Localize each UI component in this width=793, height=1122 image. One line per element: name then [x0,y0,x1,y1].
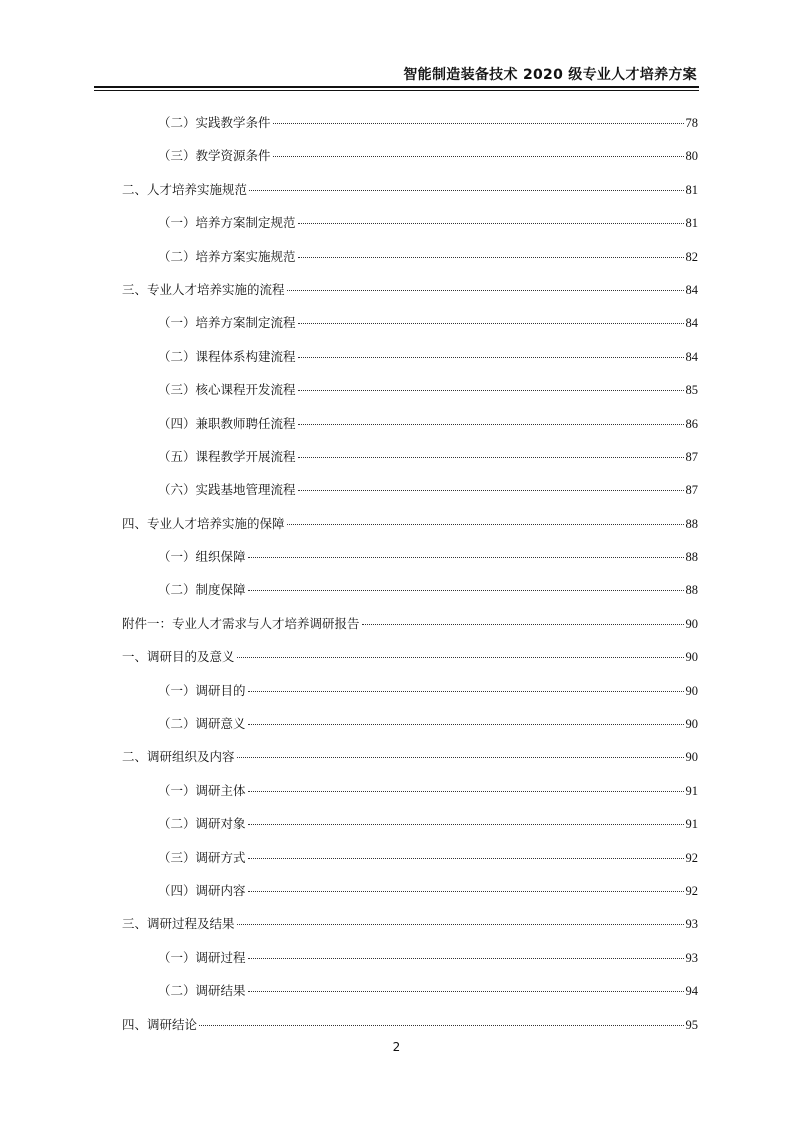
toc-entry[interactable] [122,414,698,447]
toc-entry-title: （五）课程教学开展流程 [158,448,296,464]
toc-entry-page: 90 [685,683,698,698]
toc-entry[interactable] [122,914,698,947]
toc-entry-page: 78 [685,116,698,130]
toc-dot-leader [298,256,684,258]
toc-entry[interactable] [122,347,698,380]
toc-entry-page: 88 [685,550,698,565]
toc-dot-leader [249,189,683,191]
toc-entry-title: （二）调研对象 [158,816,246,832]
toc-entry-page: 95 [685,1017,698,1032]
toc-entry-title: 四、调研结论 [122,1016,198,1032]
toc-entry-title: 二、调研组织及内容 [122,749,235,765]
toc-entry-title: （一）培养方案制定规范 [158,215,296,231]
toc-entry[interactable] [122,547,698,580]
page-number: 2 [392,1040,401,1054]
toc-dot-leader [298,222,684,224]
toc-entry-page: 80 [685,149,698,164]
toc-entry-page: 85 [685,383,698,398]
toc-dot-leader [237,756,684,758]
toc-entry[interactable] [122,447,698,480]
toc-dot-leader [248,823,684,825]
toc-entry-title: （六）实践基地管理流程 [158,482,296,498]
toc-dot-leader [273,155,684,157]
toc-entry-page: 92 [685,883,698,898]
toc-entry-title: （二）调研结果 [158,983,246,999]
toc-entry-page: 87 [685,449,698,464]
toc-dot-leader [248,790,684,792]
toc-dot-leader [248,556,684,558]
toc-entry-page: 84 [685,316,698,331]
toc-entry-page: 87 [685,483,698,498]
toc-entry-page: 94 [685,984,698,999]
toc-entry[interactable] [122,714,698,747]
toc-dot-leader [298,456,684,458]
toc-dot-leader [298,322,684,324]
toc-dot-leader [248,857,684,859]
toc-entry[interactable] [122,614,698,647]
toc-entry-title: （一）调研主体 [158,782,246,798]
toc-entry[interactable] [122,647,698,680]
toc-entry[interactable] [122,848,698,881]
toc-entry-title: （一）组织保障 [158,549,246,565]
toc-dot-leader [298,423,684,425]
toc-dot-leader [273,122,684,124]
header-divider-thin [94,90,699,91]
toc-entry-title: （二）调研意义 [158,716,246,732]
toc-entry[interactable] [122,380,698,413]
toc-entry-page: 81 [685,182,698,197]
toc-entry-title: （一）调研目的 [158,682,246,698]
toc-entry[interactable] [122,180,698,213]
toc-dot-leader [248,957,684,959]
toc-entry-title: （三）教学资源条件 [158,148,271,164]
toc-entry[interactable] [122,146,698,179]
toc-entry-title: （二）课程体系构建流程 [158,348,296,364]
toc-entry[interactable] [122,247,698,280]
toc-dot-leader [237,656,684,658]
toc-entry-title: 三、调研过程及结果 [122,916,235,932]
table-of-contents [122,113,698,1048]
toc-dot-leader [248,990,684,992]
toc-entry-title: （二）制度保障 [158,582,246,598]
toc-entry-title: 附件一：专业人才需求与人才培养调研报告 [122,615,360,631]
toc-dot-leader [248,890,684,892]
header-divider-thick [94,86,699,88]
toc-dot-leader [248,723,684,725]
toc-entry-page: 93 [685,917,698,932]
toc-entry[interactable] [122,881,698,914]
toc-entry-page: 81 [685,216,698,231]
toc-entry-title: （二）实践教学条件 [158,115,271,130]
toc-entry-title: （四）兼职教师聘任流程 [158,415,296,431]
toc-dot-leader [287,289,684,291]
toc-entry[interactable] [122,313,698,346]
toc-entry[interactable] [122,213,698,246]
toc-entry-page: 91 [685,817,698,832]
toc-entry[interactable] [122,948,698,981]
toc-entry-title: 四、专业人才培养实施的保障 [122,515,285,531]
toc-entry-title: （四）调研内容 [158,882,246,898]
document-header-title: 智能制造装备技术 2020 级专业人才培养方案 [403,67,697,83]
toc-entry-page: 84 [685,349,698,364]
toc-entry[interactable] [122,747,698,780]
toc-entry-page: 90 [685,717,698,732]
toc-entry-page: 90 [685,650,698,665]
toc-entry-page: 86 [685,416,698,431]
toc-dot-leader [298,389,684,391]
toc-entry-title: 一、调研目的及意义 [122,649,235,665]
toc-dot-leader [237,923,684,925]
toc-entry[interactable] [122,981,698,1014]
toc-dot-leader [298,489,684,491]
toc-entry-title: 二、人才培养实施规范 [122,181,248,197]
toc-entry-title: （三）调研方式 [158,849,246,865]
toc-entry-title: 三、专业人才培养实施的流程 [122,281,285,297]
toc-entry-page: 93 [685,950,698,965]
toc-entry-title: （二）培养方案实施规范 [158,248,296,264]
toc-dot-leader [199,1024,683,1026]
toc-entry[interactable] [122,514,698,547]
toc-entry-page: 90 [685,616,698,631]
toc-entry-page: 92 [685,850,698,865]
toc-dot-leader [287,523,684,525]
toc-entry-page: 91 [685,783,698,798]
toc-entry-title: （三）核心课程开发流程 [158,382,296,398]
toc-entry-page: 84 [685,282,698,297]
toc-entry-title: （一）培养方案制定流程 [158,315,296,331]
toc-entry[interactable] [122,280,698,313]
toc-entry[interactable] [122,113,698,146]
toc-entry-page: 82 [685,249,698,264]
toc-dot-leader [248,589,684,591]
toc-entry[interactable] [122,814,698,847]
toc-entry-page: 90 [685,750,698,765]
toc-entry-page: 88 [685,516,698,531]
toc-dot-leader [362,623,684,625]
toc-entry-title: （一）调研过程 [158,949,246,965]
toc-entry[interactable] [122,681,698,714]
toc-dot-leader [298,356,684,358]
toc-entry[interactable] [122,580,698,613]
toc-entry[interactable] [122,781,698,814]
toc-entry-page: 88 [685,583,698,598]
toc-entry[interactable] [122,480,698,513]
toc-dot-leader [248,690,684,692]
